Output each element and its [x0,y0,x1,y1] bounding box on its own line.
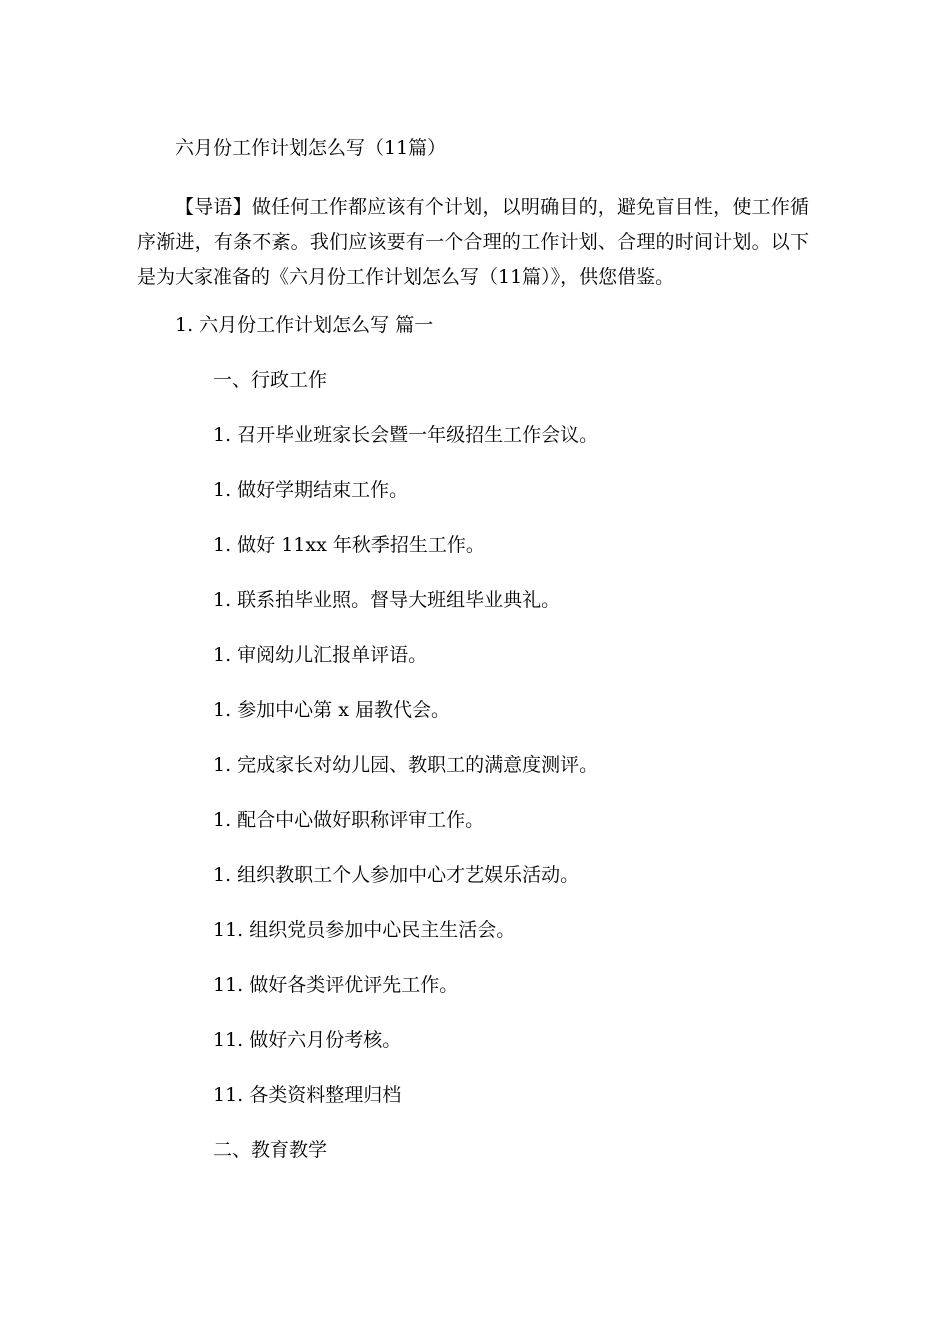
list-item: 11. 各类资料整理归档 [213,1084,402,1106]
list-item: 11. 做好各类评优评先工作。 [213,974,459,996]
intro-paragraph: 【导语】做任何工作都应该有个计划，以明确目的，避免盲目性，使工作循序渐进，有条不紊。我们应该要有一个合理的工作计划、合理的时间计划。以下是为大家准备的《六月份工作计划怎么写（11篇）》，供您借鉴。 [137,196,809,288]
list-item: 11. 做好六月份考核。 [213,1029,402,1051]
section-heading: 1. 六月份工作计划怎么写 篇一 [175,314,434,336]
list-item: 1. 组织教职工个人参加中心才艺娱乐活动。 [213,864,580,886]
list-item: 1. 配合中心做好职称评审工作。 [213,809,485,831]
list-item: 1. 完成家长对幼儿园、教职工的满意度测评。 [213,754,599,776]
subheading-teaching: 二、教育教学 [213,1139,328,1161]
list-item: 1. 参加中心第 x 届教代会。 [213,699,450,721]
list-item: 1. 做好学期结束工作。 [213,479,409,501]
list-item: 11. 组织党员参加中心民主生活会。 [213,919,516,941]
list-item: 1. 召开毕业班家长会暨一年级招生工作会议。 [213,424,599,446]
subheading-administration: 一、行政工作 [213,369,328,391]
list-item: 1. 做好 11xx 年秋季招生工作。 [213,534,485,556]
list-item: 1. 审阅幼儿汇报单评语。 [213,644,428,666]
document-title: 六月份工作计划怎么写（11篇） [175,137,447,159]
list-item: 1. 联系拍毕业照。督导大班组毕业典礼。 [213,589,561,611]
